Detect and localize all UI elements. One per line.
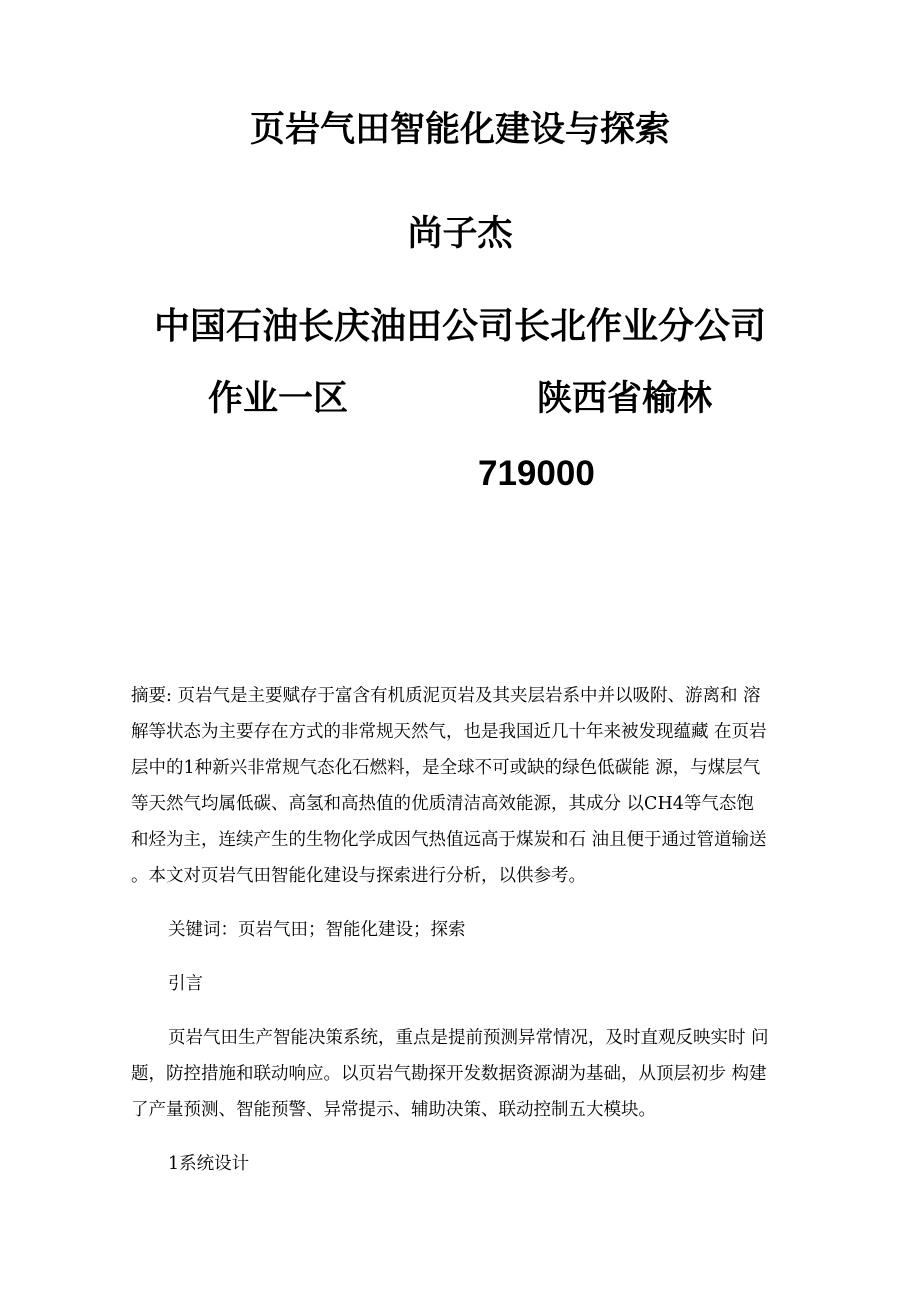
intro-paragraph	[131, 1020, 803, 1128]
affiliation-postcode: 719000	[478, 454, 595, 493]
intro-line: 页岩气田生产智能决策系统，重点是提前预测异常情况，及时直观反映实时 问	[168, 1028, 769, 1048]
intro-line: 了产量预测、智能预警、异常提示、辅助决策、联动控制五大模块。	[131, 1100, 656, 1120]
abstract-line: 解等状态为主要存在方式的非常规天然气，也是我国近几十年来被发现蕴藏 在页岩	[131, 722, 767, 742]
author-name: 尚子杰	[407, 214, 513, 254]
paper-title: 页岩气田智能化建设与探索	[249, 110, 670, 150]
intro-heading: 引言	[168, 974, 203, 994]
intro-line: 题，防控措施和联动响应。以页岩气勘探开发数据资源湖为基础，从顶层初步 构建	[131, 1064, 767, 1084]
abstract-line: 和烃为主，连续产生的生物化学成因气热值远高于煤炭和石 油且便于通过管道输送	[131, 830, 767, 850]
abstract-paragraph	[131, 678, 803, 894]
abstract-line: 。本文对页岩气田智能化建设与探索进行分析，以供参考。	[131, 866, 586, 886]
affiliation-location: 陕西省榆林	[537, 379, 713, 419]
abstract-line: 摘要: 页岩气是主要赋存于富含有机质泥页岩及其夹层岩系中并以吸附、游离和 溶	[131, 686, 761, 706]
keywords: 关键词：页岩气田；智能化建设；探索	[168, 920, 466, 940]
abstract-line: 层中的1种新兴非常规气态化石燃料，是全球不可或缺的绿色低碳能 源，与煤层气	[131, 758, 761, 778]
affiliation-district: 作业一区	[208, 379, 349, 419]
abstract-line: 等天然气均属低碳、高氢和高热值的优质清洁高效能源，其成分 以CH4等气态饱	[131, 794, 754, 814]
section-heading-system-design: 1系统设计	[168, 1154, 250, 1174]
affiliation-organization: 中国石油长庆油田公司长北作业分公司	[153, 306, 766, 347]
